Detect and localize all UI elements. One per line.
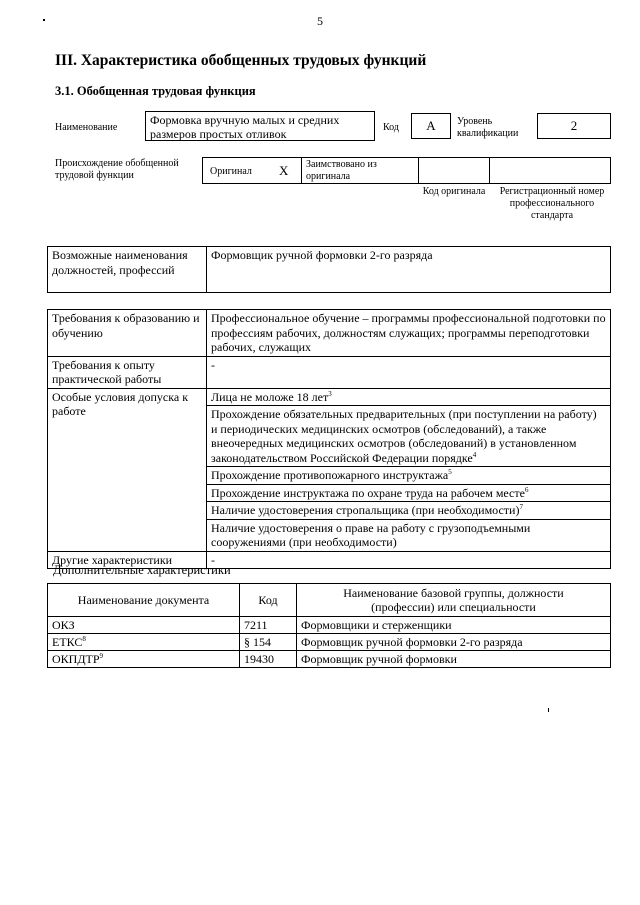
possible-names-label: Возможные наименования должностей, профессий — [48, 247, 207, 293]
level-value: 2 — [537, 113, 611, 139]
col-code-header: Код — [240, 584, 297, 617]
additional-table — [47, 583, 611, 668]
doc-cell: ОКПДТР$^9$ — [48, 651, 240, 668]
code-cell: § 154 — [240, 634, 297, 651]
subsection-title: 3.1. Обобщенная трудовая функция — [55, 84, 256, 98]
education-value: Профессиональное обучение – программы профессиональной подготовки по профессиям рабочих, должностям служащих; программы переподготовки рабочих, служащих — [207, 310, 611, 357]
name-cell: Формовщик ручной формовки — [297, 651, 611, 668]
scan-mark — [548, 708, 549, 712]
reg-number-cell — [489, 157, 611, 184]
special-item: Прохождение инструктажа по охране труда на рабочем месте$^6$ — [207, 484, 611, 502]
table-row — [48, 617, 611, 634]
education-label: Требования к образованию и обучению — [48, 310, 207, 357]
special-item: Прохождение обязательных предварительных (при поступлении на работу) и периодических медицинских осмотров (обследований), а также внеочередных медицинских осмотров (обследований) в установленном законодательством Российской Федерации порядке$^4$ — [207, 406, 611, 467]
special-item: Наличие удостоверения стропальщика (при необходимости)$^7$ — [207, 502, 611, 520]
code-cell: 19430 — [240, 651, 297, 668]
requirements-table — [47, 309, 611, 569]
doc-cell: ОКЗ — [48, 617, 240, 634]
special-item: Лица не моложе 18 лет$^3$ — [207, 388, 611, 406]
col-name-header: Наименование базовой группы, должности (профессии) или специальности — [297, 584, 611, 617]
code-cell: 7211 — [240, 617, 297, 634]
doc-cell: ЕТКС$^8$ — [48, 634, 240, 651]
experience-label: Требования к опыту практической работы — [48, 356, 207, 388]
name-value: Формовка вручную малых и средних размеров простых отливок — [145, 111, 375, 141]
name-cell: Формовщики и стерженщики — [297, 617, 611, 634]
reg-number-caption: Регистрационный номер профессионального стандарта — [499, 186, 605, 221]
col-doc-header: Наименование документа — [48, 584, 240, 617]
table-row — [48, 651, 611, 668]
code-label: Код — [383, 122, 399, 133]
name-cell: Формовщик ручной формовки 2-го разряда — [297, 634, 611, 651]
page-number: 5 — [317, 14, 323, 28]
name-label: Наименование — [55, 122, 118, 133]
section-title: III. Характеристика обобщенных трудовых функций — [55, 52, 427, 69]
other-label: Другие характеристики — [48, 551, 207, 569]
code-original-caption: Код оригинала — [422, 186, 486, 197]
other-value: - — [207, 551, 611, 569]
special-item: Наличие удостоверения о праве на работу с грузоподъемными сооружениями (при необходимости) — [207, 519, 611, 551]
origin-label: Происхождение обобщенной трудовой функции — [55, 158, 179, 181]
possible-names-value: Формовщик ручной формовки 2-го разряда — [207, 247, 611, 293]
original-cell — [202, 157, 302, 184]
code-original-cell — [418, 157, 490, 184]
additional-title: Дополнительные характеристики — [53, 563, 231, 577]
table-row — [48, 634, 611, 651]
borrowed-cell: Заимствовано из оригинала — [301, 157, 419, 184]
special-item: Прохождение противопожарного инструктажа$^5$ — [207, 467, 611, 485]
original-mark: X — [279, 163, 289, 178]
experience-value: - — [207, 356, 611, 388]
original-label: Оригинал — [210, 166, 252, 177]
possible-names-table — [47, 246, 611, 293]
code-value: А — [411, 113, 451, 139]
special-label: Особые условия допуска к работе — [48, 388, 207, 551]
level-label: Уровень квалификации — [457, 116, 519, 139]
